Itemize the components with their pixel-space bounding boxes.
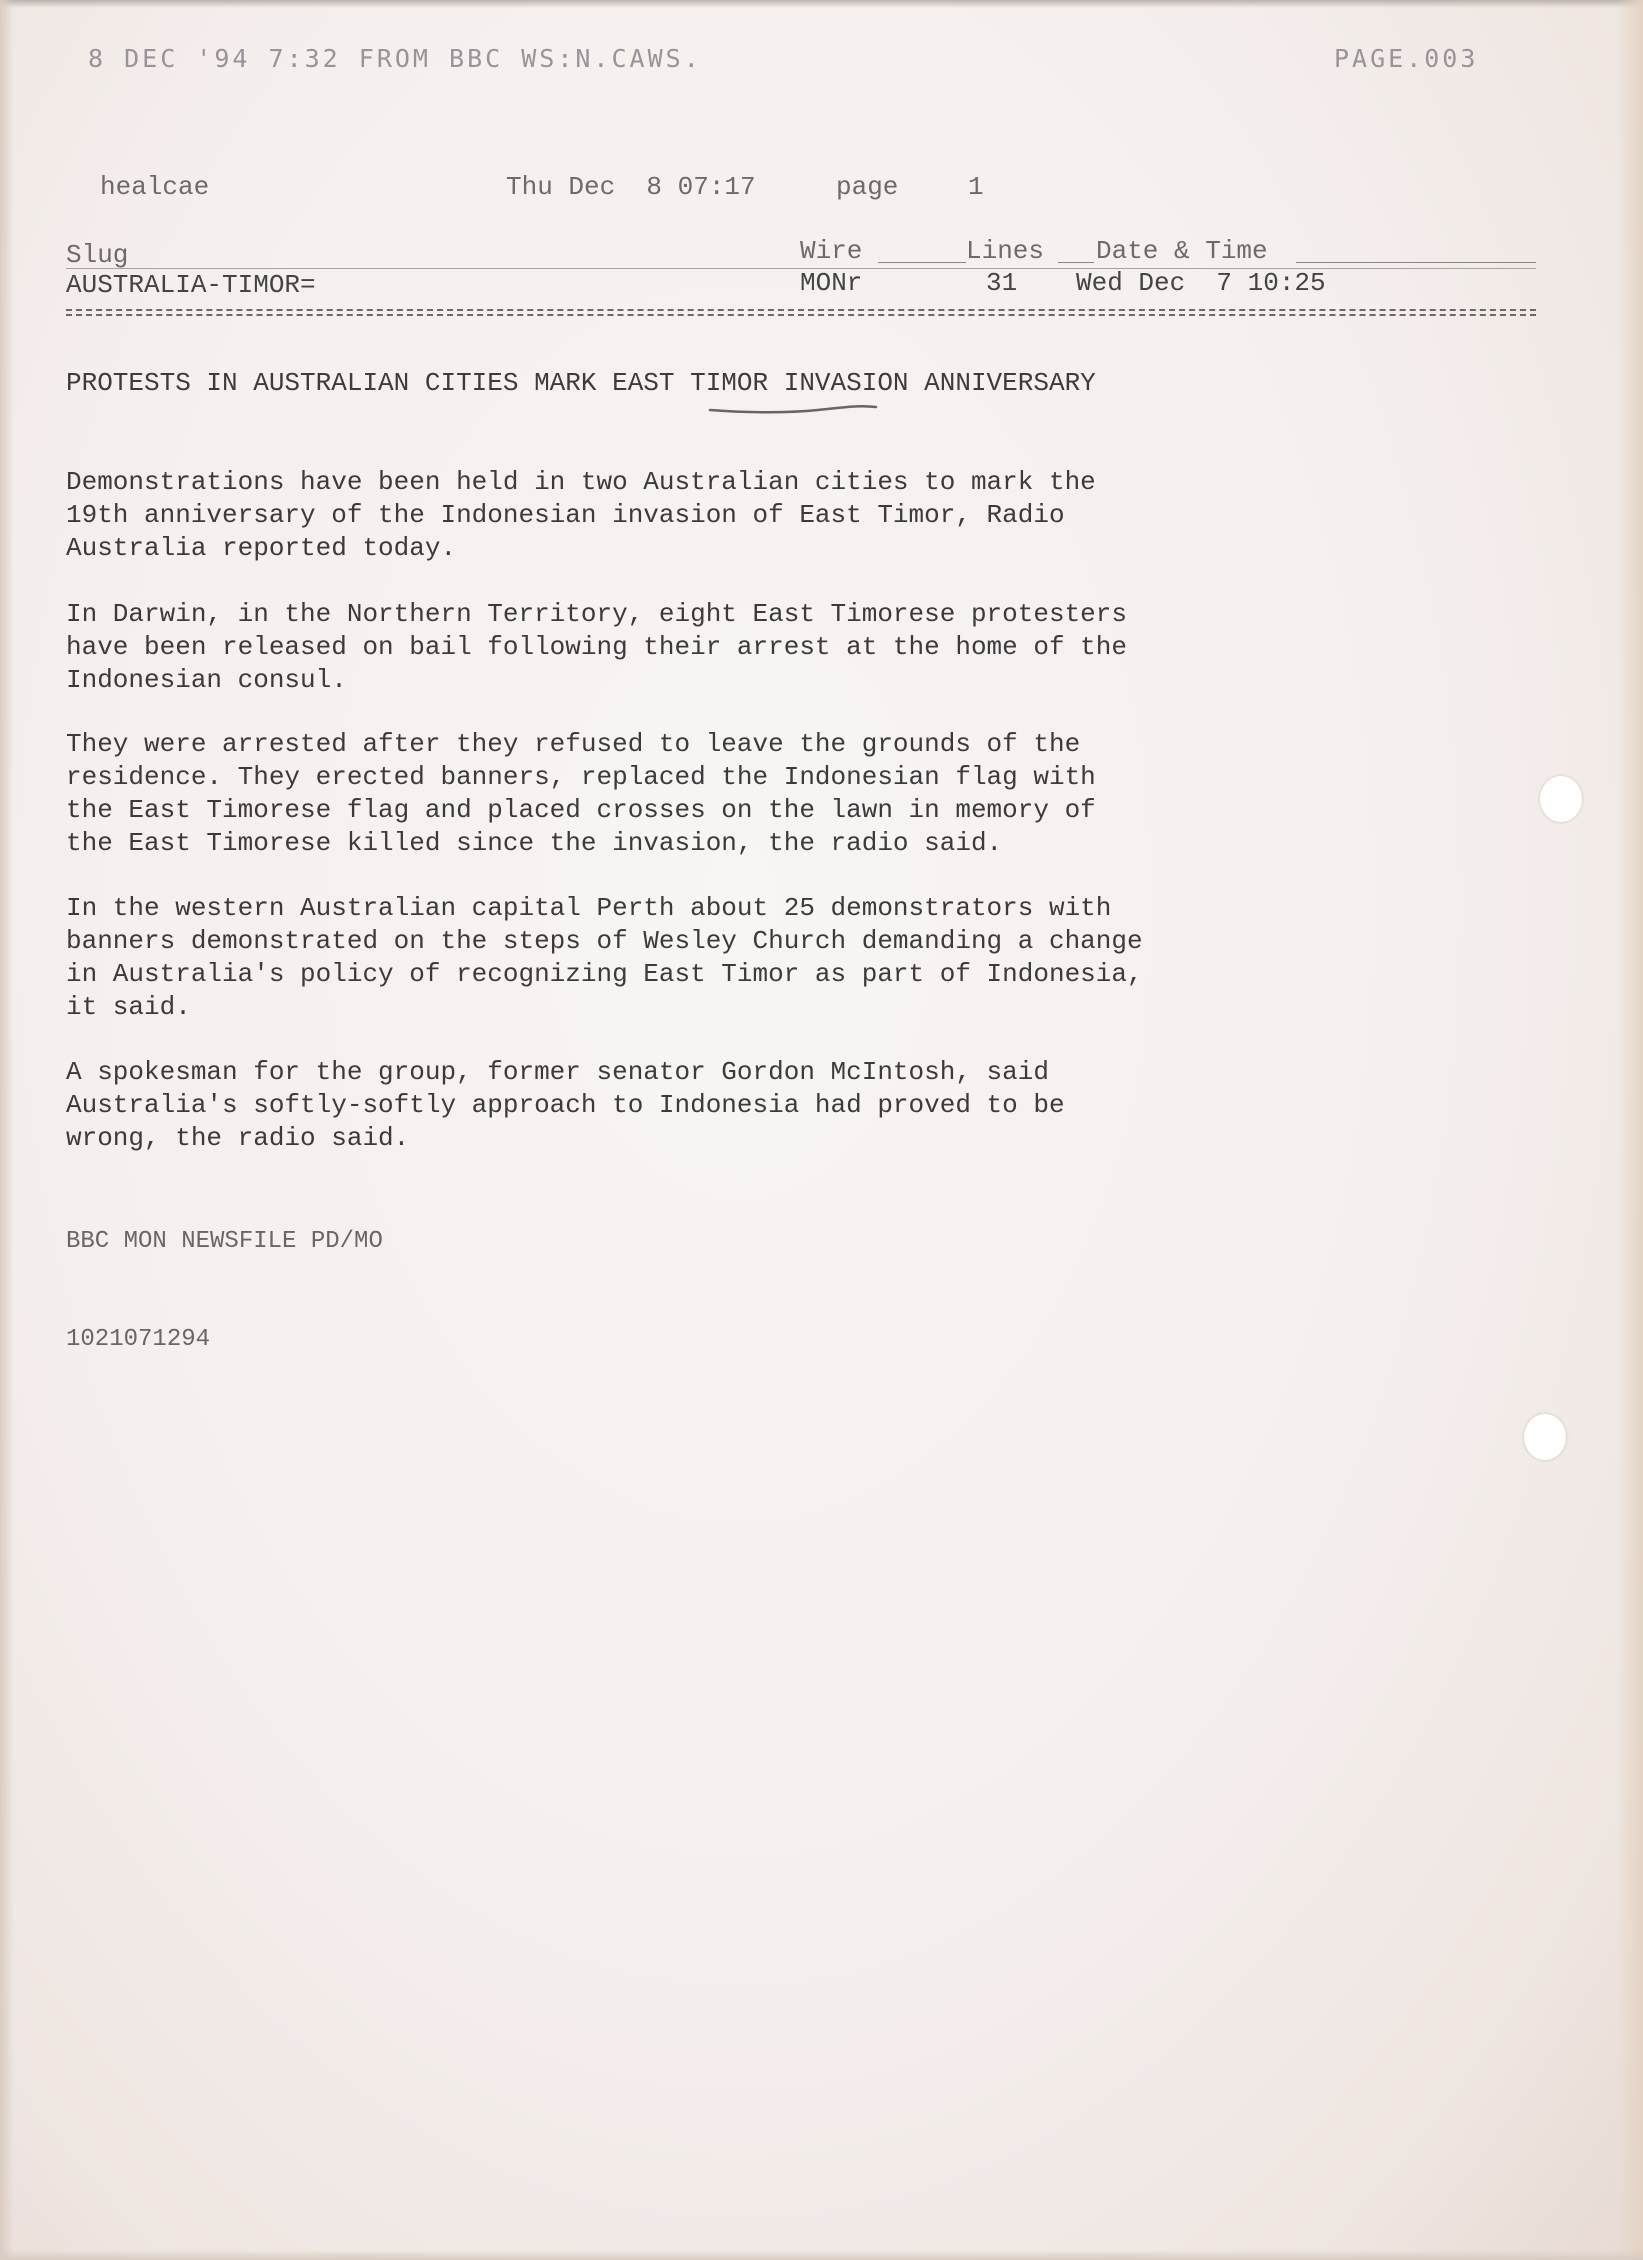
date-time-value: Wed Dec 7 10:25 <box>1076 268 1326 298</box>
meta-user: healcae <box>100 172 210 202</box>
paragraph-4: In the western Australian capital Perth about 25 demonstrators with banners demonstrated on the steps of Wesley Church demanding a change in Australia's policy of recognizing East Timor as part of Indonesia, it said. <box>66 893 1143 1022</box>
fax-transmission-header: 8 DEC '94 7:32 FROM BBC WS:N.CAWS. <box>88 44 702 73</box>
meta-date: Thu Dec 8 07:17 <box>506 172 756 202</box>
pen-underline-mark <box>708 402 878 416</box>
document-code: 1021071294 <box>66 1326 211 1353</box>
column-header-lines: Lines <box>966 236 1045 266</box>
lines-underline <box>1058 262 1094 263</box>
paragraph-5: A spokesman for the group, former senator Gordon McIntosh, said Australia's softly-softly approach to Indonesia had proved to be wrong, the radio said. <box>66 1057 1065 1153</box>
meta-page-number: 1 <box>968 172 984 202</box>
column-header-wire: Wire <box>800 236 863 266</box>
column-header-slug: Slug <box>66 240 129 270</box>
paragraph-2: In Darwin, in the Northern Territory, eight East Timorese protesters have been released on bail following their arrest at the home of the Indonesian consul. <box>66 599 1127 695</box>
bottom-edge-shadow <box>0 2250 1643 2260</box>
punch-hole <box>1524 1414 1566 1460</box>
left-edge-shadow <box>0 0 14 2260</box>
right-edge-shadow <box>1617 0 1643 2260</box>
date-time-underline <box>1296 262 1536 263</box>
paragraph-1: Demonstrations have been held in two Australian cities to mark the 19th anniversary of the Indonesian invasion of East Timor, Radio Australia reported today. <box>66 467 1096 563</box>
paragraph-3: They were arrested after they refused to leave the grounds of the residence. They erected banners, replaced the Indonesian flag with the East Timorese flag and placed crosses on the lawn in memory of the East Timorese killed since the invasion, the radio said. <box>66 729 1096 858</box>
story-headline: PROTESTS IN AUSTRALIAN CITIES MARK EAST TIMOR INVASION ANNIVERSARY <box>66 368 1096 398</box>
lines-value: 31 <box>986 268 1018 298</box>
newsfile-source: BBC MON NEWSFILE PD/MO <box>66 1228 383 1255</box>
top-edge-shadow <box>0 0 1643 8</box>
column-header-date-time: Date & Time <box>1096 236 1268 266</box>
double-separator <box>66 309 1536 316</box>
slug-value: AUSTRALIA-TIMOR= <box>66 270 316 300</box>
wire-value: MONr <box>800 268 863 298</box>
fax-page-number: PAGE.003 <box>1334 44 1479 73</box>
wire-underline <box>878 262 966 263</box>
meta-page-label: page <box>836 172 899 202</box>
punch-hole <box>1540 776 1582 822</box>
